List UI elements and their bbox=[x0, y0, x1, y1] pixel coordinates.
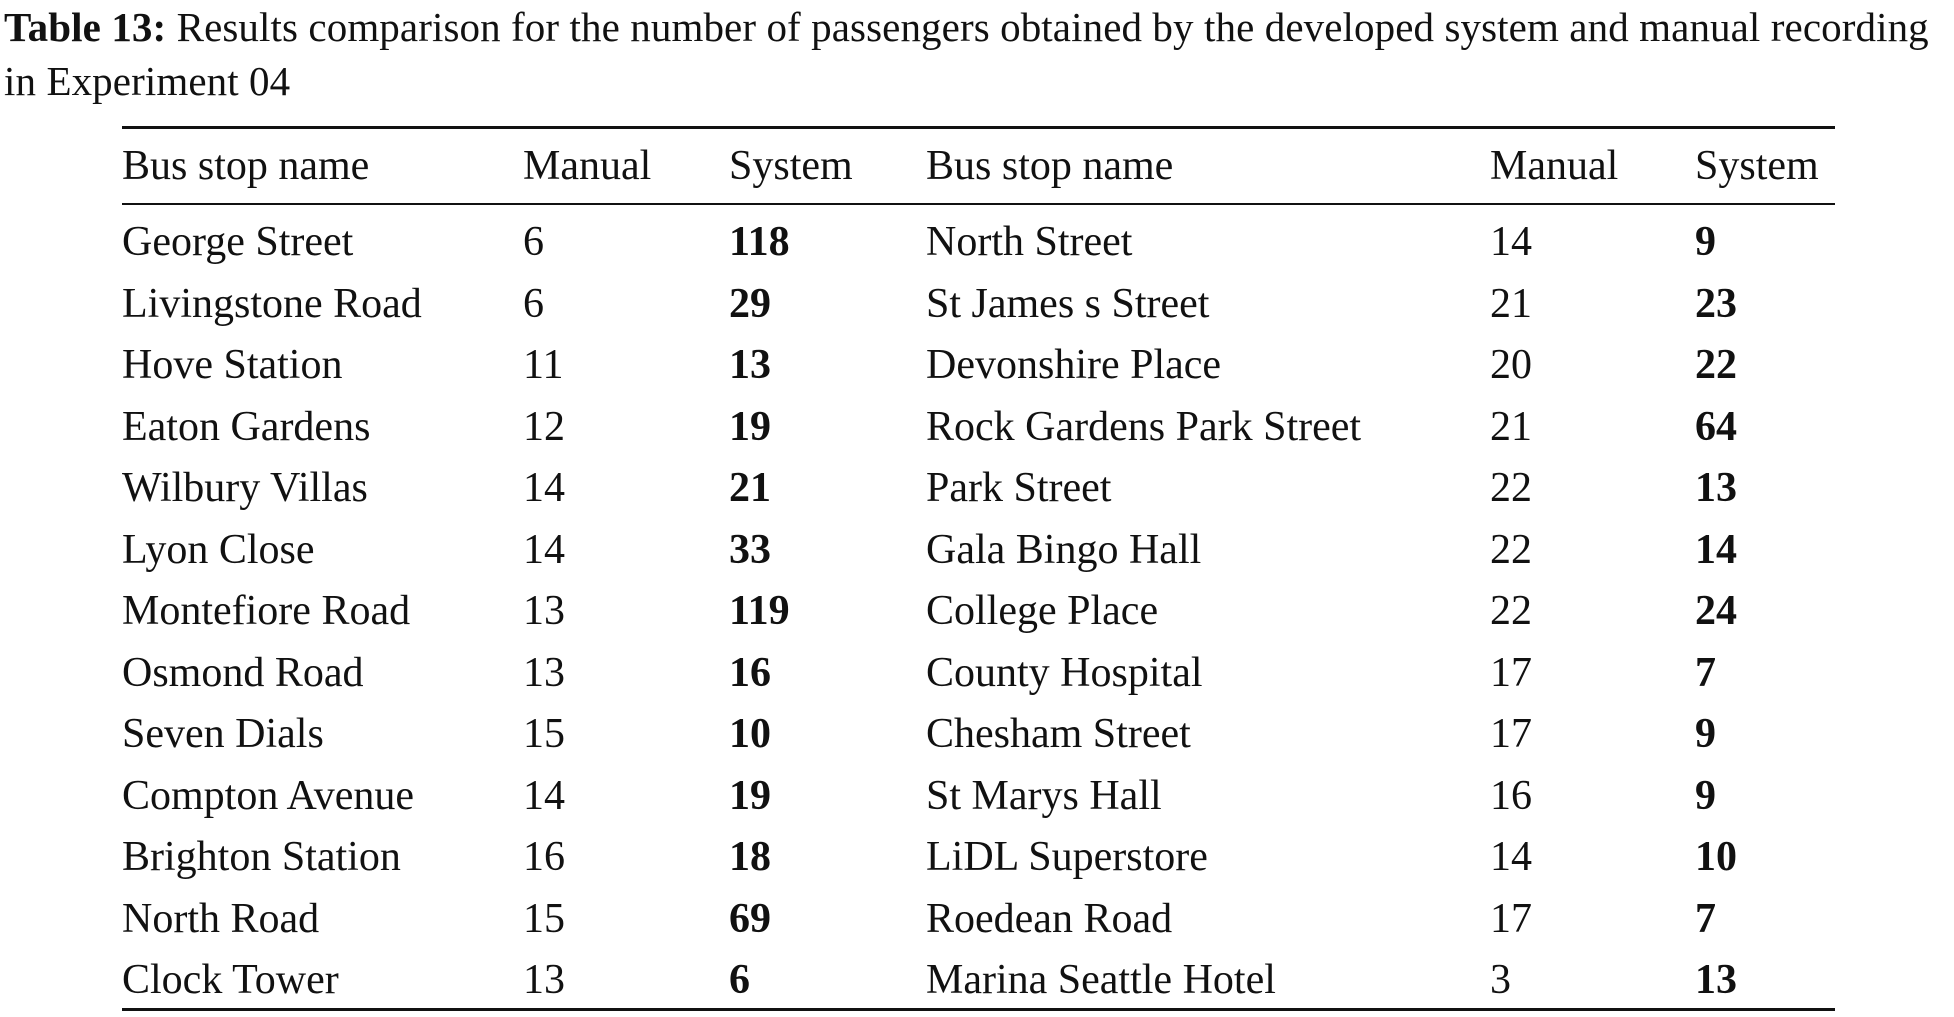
table-cell-stop-name-left: Clock Tower bbox=[122, 957, 339, 1003]
table-cell-manual-right: 21 bbox=[1490, 404, 1532, 450]
table-cell-system-right: 9 bbox=[1695, 219, 1716, 265]
table-cell-system-left: 33 bbox=[729, 527, 771, 573]
table-cell-stop-name-left: Compton Avenue bbox=[122, 773, 415, 819]
table-cell-manual-left: 16 bbox=[523, 834, 565, 880]
table-cell-manual-left: 13 bbox=[523, 957, 565, 1003]
table-cell-system-left: 18 bbox=[729, 834, 771, 880]
table-cell-stop-name-right: Gala Bingo Hall bbox=[926, 527, 1202, 573]
table-cell-stop-name-left: Hove Station bbox=[122, 342, 343, 388]
table-cell-system-left: 21 bbox=[729, 465, 771, 511]
table-caption bbox=[4, 0, 1944, 108]
table-cell-manual-right: 16 bbox=[1490, 773, 1532, 819]
table-cell-system-left: 19 bbox=[729, 404, 771, 450]
table-cell-system-left: 10 bbox=[729, 711, 771, 757]
table-cell-system-right: 13 bbox=[1695, 957, 1737, 1003]
table-bottom-rule bbox=[122, 1008, 1835, 1011]
table-cell-stop-name-right: Park Street bbox=[926, 465, 1112, 511]
table-top-rule bbox=[122, 126, 1835, 129]
table-cell-manual-left: 14 bbox=[523, 773, 565, 819]
table-cell-system-right: 9 bbox=[1695, 711, 1716, 757]
table-cell-manual-left: 13 bbox=[523, 588, 565, 634]
column-header-manual-left: Manual bbox=[523, 143, 652, 189]
table-cell-stop-name-right: Roedean Road bbox=[926, 896, 1173, 942]
column-header-system-right: System bbox=[1695, 143, 1819, 189]
table-cell-stop-name-right: Rock Gardens Park Street bbox=[926, 404, 1362, 450]
table-cell-system-left: 119 bbox=[729, 588, 790, 634]
table-cell-manual-right: 14 bbox=[1490, 834, 1532, 880]
table-cell-stop-name-right: Marina Seattle Hotel bbox=[926, 957, 1276, 1003]
table-cell-stop-name-left: Brighton Station bbox=[122, 834, 401, 880]
table-cell-manual-right: 22 bbox=[1490, 588, 1532, 634]
table-cell-system-left: 16 bbox=[729, 650, 771, 696]
table-cell-system-right: 7 bbox=[1695, 896, 1716, 942]
table-cell-stop-name-left: Seven Dials bbox=[122, 711, 324, 757]
table-cell-system-left: 13 bbox=[729, 342, 771, 388]
table-cell-manual-left: 14 bbox=[523, 465, 565, 511]
table-cell-manual-right: 3 bbox=[1490, 957, 1511, 1003]
table-cell-stop-name-left: George Street bbox=[122, 219, 354, 265]
column-header-stop-name-left: Bus stop name bbox=[122, 143, 370, 189]
table-cell-manual-left: 12 bbox=[523, 404, 565, 450]
table-cell-system-right: 7 bbox=[1695, 650, 1716, 696]
table-cell-stop-name-left: Osmond Road bbox=[122, 650, 364, 696]
table-cell-stop-name-right: LiDL Superstore bbox=[926, 834, 1208, 880]
table-cell-stop-name-left: Montefiore Road bbox=[122, 588, 411, 634]
table-cell-stop-name-right: County Hospital bbox=[926, 650, 1203, 696]
table-cell-stop-name-right: College Place bbox=[926, 588, 1159, 634]
caption-text: Results comparison for the number of passengers obtained by the developed system and manual recording in Experiment 04 bbox=[4, 4, 1929, 104]
table-cell-manual-left: 14 bbox=[523, 527, 565, 573]
table-cell-manual-right: 22 bbox=[1490, 527, 1532, 573]
table-cell-system-left: 118 bbox=[729, 219, 790, 265]
table-cell-system-right: 10 bbox=[1695, 834, 1737, 880]
table-cell-stop-name-right: Devonshire Place bbox=[926, 342, 1222, 388]
table-cell-stop-name-left: North Road bbox=[122, 896, 320, 942]
table-cell-manual-left: 6 bbox=[523, 281, 544, 327]
table-cell-system-right: 14 bbox=[1695, 527, 1737, 573]
table-cell-stop-name-right: Chesham Street bbox=[926, 711, 1191, 757]
table-cell-manual-right: 17 bbox=[1490, 896, 1532, 942]
column-header-manual-right: Manual bbox=[1490, 143, 1619, 189]
table-cell-system-right: 9 bbox=[1695, 773, 1716, 819]
table-cell-system-left: 69 bbox=[729, 896, 771, 942]
table-cell-stop-name-left: Livingstone Road bbox=[122, 281, 422, 327]
table-cell-manual-left: 15 bbox=[523, 896, 565, 942]
table-cell-stop-name-right: North Street bbox=[926, 219, 1133, 265]
table-cell-system-right: 22 bbox=[1695, 342, 1737, 388]
table-cell-system-right: 24 bbox=[1695, 588, 1737, 634]
table-cell-system-right: 13 bbox=[1695, 465, 1737, 511]
table-cell-manual-left: 13 bbox=[523, 650, 565, 696]
table-cell-manual-right: 14 bbox=[1490, 219, 1532, 265]
table-cell-manual-left: 15 bbox=[523, 711, 565, 757]
table-cell-manual-right: 17 bbox=[1490, 711, 1532, 757]
table-header-rule bbox=[122, 203, 1835, 205]
column-header-system-left: System bbox=[729, 143, 853, 189]
table-cell-stop-name-right: St James s Street bbox=[926, 281, 1210, 327]
column-header-stop-name-right: Bus stop name bbox=[926, 143, 1174, 189]
table-cell-manual-left: 6 bbox=[523, 219, 544, 265]
table-cell-manual-right: 20 bbox=[1490, 342, 1532, 388]
table-cell-manual-left: 11 bbox=[523, 342, 564, 388]
table-cell-stop-name-left: Wilbury Villas bbox=[122, 465, 368, 511]
table-cell-system-left: 29 bbox=[729, 281, 771, 327]
table-cell-system-right: 64 bbox=[1695, 404, 1737, 450]
table-cell-system-left: 19 bbox=[729, 773, 771, 819]
table-cell-system-right: 23 bbox=[1695, 281, 1737, 327]
table-cell-stop-name-left: Lyon Close bbox=[122, 527, 315, 573]
table-cell-stop-name-right: St Marys Hall bbox=[926, 773, 1162, 819]
table-cell-stop-name-left: Eaton Gardens bbox=[122, 404, 371, 450]
caption-label: Table 13: bbox=[4, 4, 167, 50]
table-cell-manual-right: 17 bbox=[1490, 650, 1532, 696]
table-cell-manual-right: 22 bbox=[1490, 465, 1532, 511]
table-cell-system-left: 6 bbox=[729, 957, 750, 1003]
table-cell-manual-right: 21 bbox=[1490, 281, 1532, 327]
